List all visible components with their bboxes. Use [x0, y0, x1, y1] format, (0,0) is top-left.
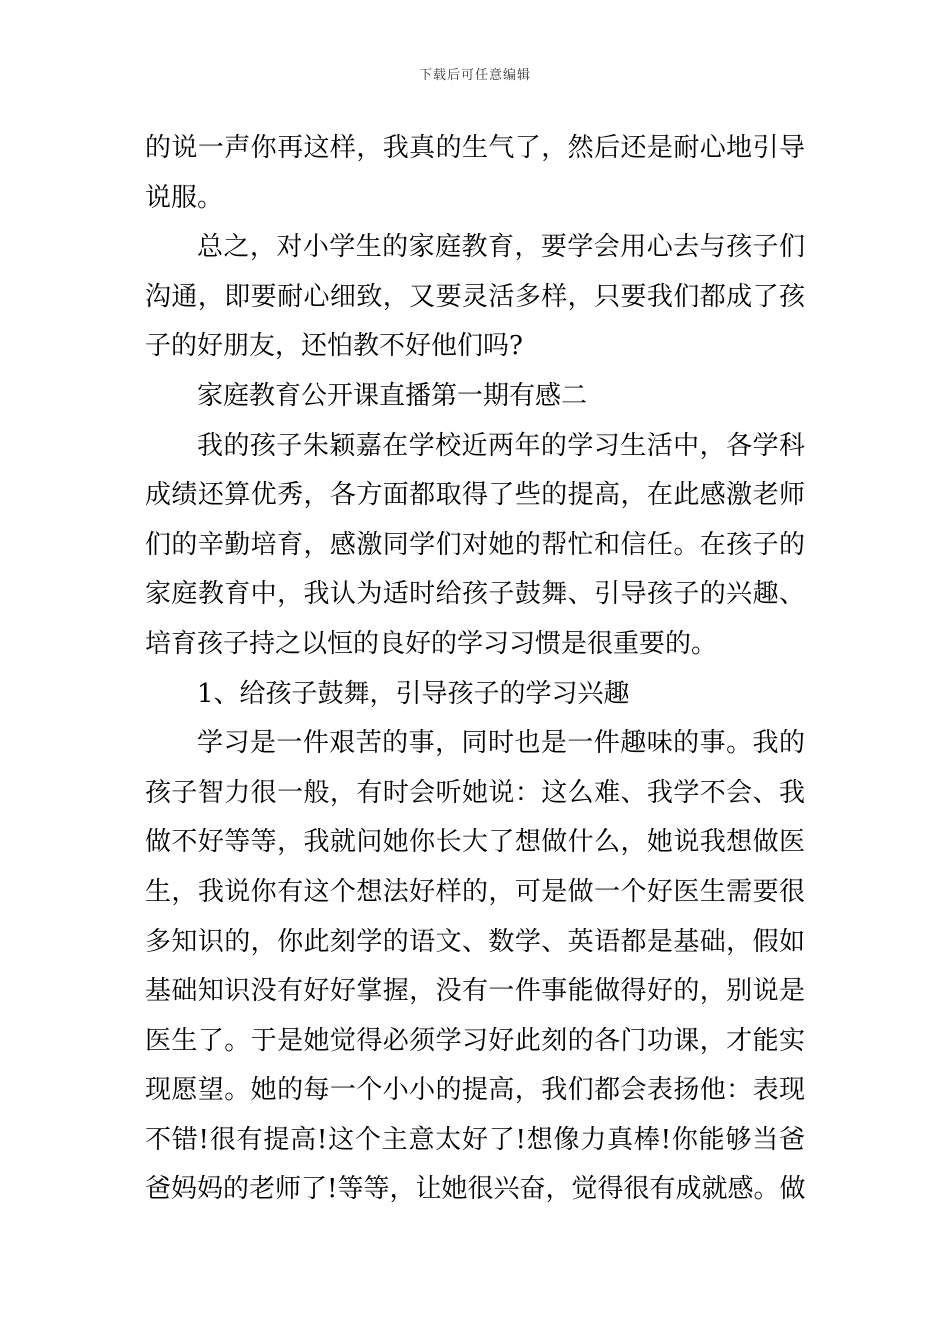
text-line: 说服。: [145, 182, 224, 213]
text-line: 现愿望。她的每一个小小的提高，我们都会表扬他：表现: [145, 1075, 805, 1106]
text-line: 医生了。于是她觉得必须学习好此刻的各门功课，才能实: [145, 1025, 805, 1056]
text-line: 家庭教育中，我认为适时给孩子鼓舞、引导孩子的兴趣、: [145, 579, 805, 610]
text-line: 基础知识没有好好掌握，没有一件事能做得好的，别说是: [145, 976, 805, 1007]
text-line: 多知识的，你此刻学的语文、数学、英语都是基础，假如: [145, 926, 805, 957]
text-line: 做不好等等，我就问她你长大了想做什么，她说我想做医: [145, 827, 805, 858]
text-line: 的说一声你再这样，我真的生气了，然后还是耐心地引导: [145, 133, 805, 163]
text-line: 不错!很有提高!这个主意太好了!想像力真棒!你能够当爸: [145, 1124, 805, 1155]
text-line: 子的好朋友，还怕教不好他们吗?: [145, 331, 523, 362]
paragraph-start: 学习是一件艰苦的事，同时也是一件趣味的事。我的: [197, 728, 805, 759]
text-line: 生，我说你有这个想法好样的，可是做一个好医生需要很: [145, 876, 805, 907]
text-line: 爸妈妈的老师了!等等，让她很兴奋，觉得很有成就感。做: [145, 1174, 806, 1205]
paragraph-start: 总之，对小学生的家庭教育，要学会用心去与孩子们: [197, 232, 805, 263]
section-heading: 家庭教育公开课直播第一期有感二: [197, 380, 588, 411]
text-line: 沟通，即要耐心细致，又要灵活多样，只要我们都成了孩: [145, 281, 805, 312]
paragraph-start: 我的孩子朱颖嘉在学校近两年的学习生活中，各学科: [197, 430, 805, 461]
text-line: 成绩还算优秀，各方面都取得了些的提高，在此感激老师: [145, 480, 805, 511]
page-header: 下载后可任意编辑: [418, 68, 531, 83]
subsection-heading: 1、给孩子鼓舞，引导孩子的学习兴趣: [197, 678, 630, 709]
text-line: 孩子智力很一般，有时会听她说：这么难、我学不会、我: [145, 777, 805, 808]
text-line: 培育孩子持之以恒的良好的学习习惯是很重要的。: [145, 628, 718, 659]
document-body: [145, 124, 805, 1215]
text-line: 们的辛勤培育，感激同学们对她的帮忙和信任。在孩子的: [145, 529, 805, 560]
